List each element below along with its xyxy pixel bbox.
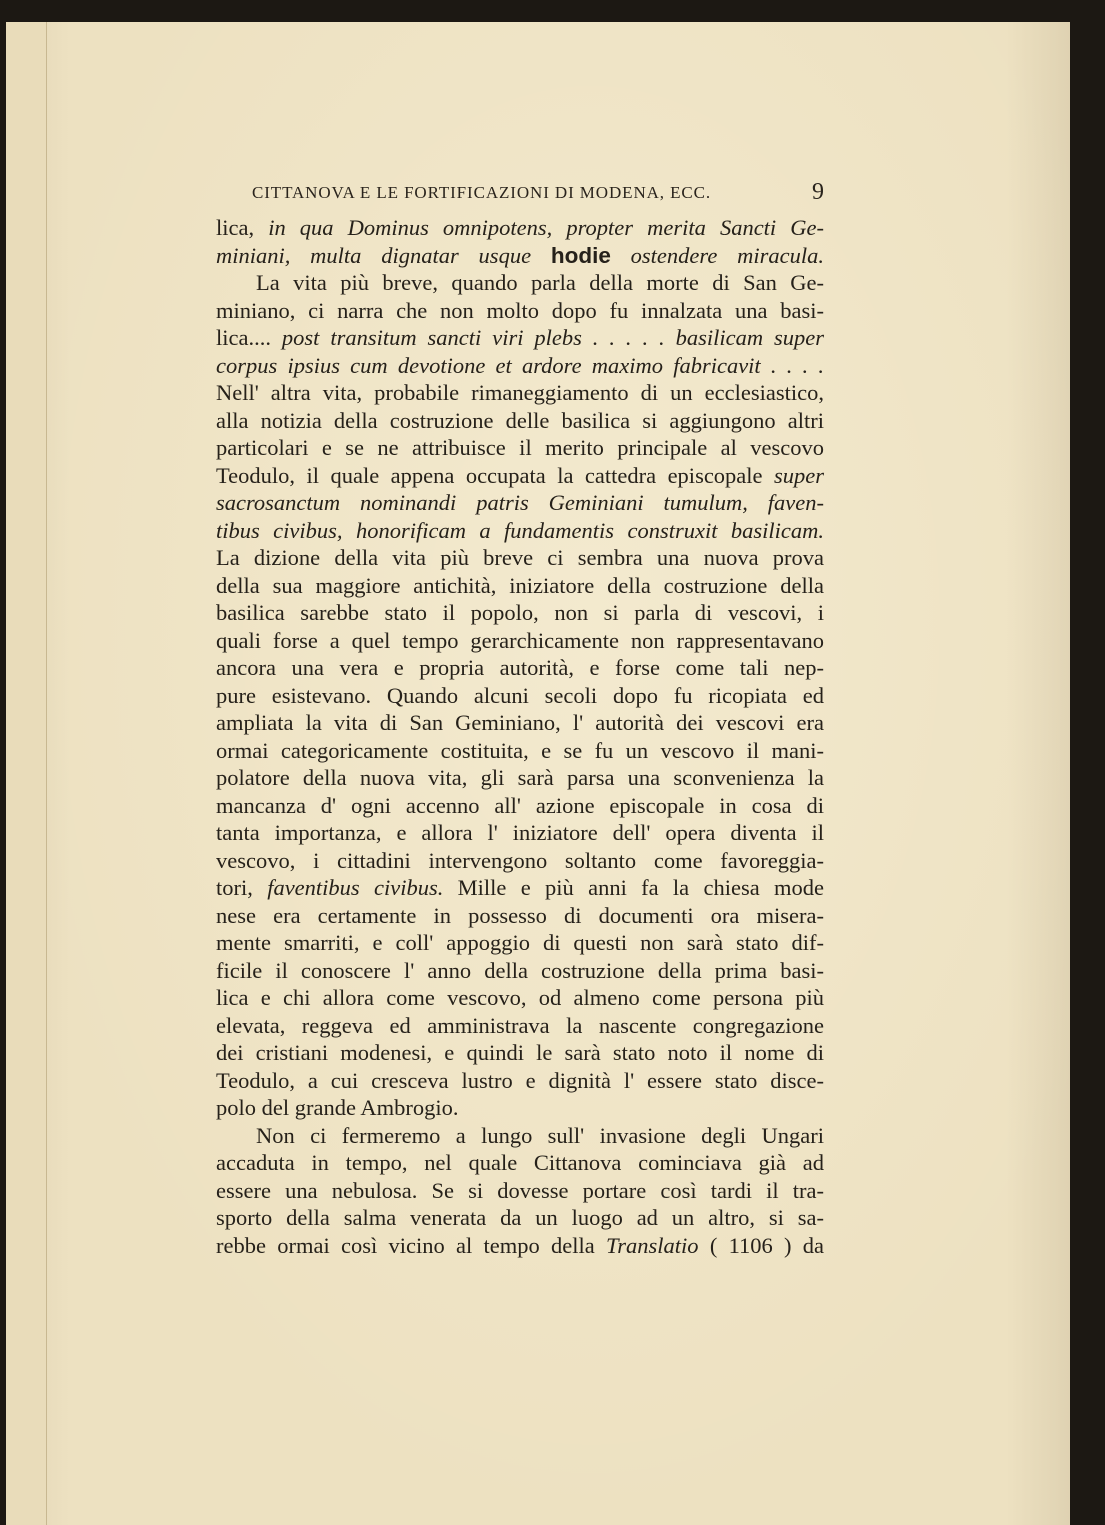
- text-line: rebbe ormai così vicino al tempo della Translatio ( 1106 ) da: [216, 1232, 824, 1258]
- text-line: tibus civibus, honorificam a fundamentis construxit basilicam.: [216, 517, 824, 543]
- text-line: polo del grande Ambrogio.: [216, 1095, 459, 1120]
- text-line: quali forse a quel tempo gerarchicamente non rappresentavano: [216, 627, 824, 653]
- text-line: elevata, reggeva ed amministrava la nascente congregazione: [216, 1012, 824, 1038]
- text-line: lica.... post transitum sancti viri plebs . . . . . basilicam super: [216, 325, 824, 350]
- text-line: ampliata la vita di San Geminiano, l' autorità dei vescovi era: [216, 710, 824, 735]
- text-line: nese era certamente in possesso di documenti ora misera-: [216, 902, 824, 928]
- text-line: Nell' altra vita, probabile rimaneggiamento di un ecclesiastico,: [216, 380, 824, 405]
- text-line: basilica sarebbe stato il popolo, non si parla di vescovi, i: [216, 600, 824, 625]
- text-line: Non ci fermeremo a lungo sull' invasione degli Ungari: [256, 1122, 824, 1148]
- text-line: tanta importanza, e allora l' iniziatore dell' opera diventa il: [216, 820, 824, 845]
- text-line: essere una nebulosa. Se si dovesse portare così tardi il tra-: [216, 1177, 824, 1203]
- text-line: Teodulo, il quale appena occupata la cattedra episcopale super: [216, 462, 824, 488]
- text-line: particolari e se ne attribuisce il merito principale al vescovo: [216, 435, 824, 460]
- text-line: dei cristiani modenesi, e quindi le sarà stato noto il nome di: [216, 1040, 824, 1065]
- text-line: vescovo, i cittadini intervengono soltanto come favoreggia-: [216, 847, 824, 873]
- running-head: CITTANOVA E LE FORTIFICAZIONI DI MODENA, ECC.: [252, 183, 712, 202]
- text-line: ficile il conoscere l' anno della costruzione della prima basi-: [216, 957, 824, 983]
- text-line: mente smarriti, e coll' appoggio di questi non sarà stato dif-: [216, 930, 824, 955]
- text-line: della sua maggiore antichità, iniziatore della costruzione della: [216, 572, 824, 598]
- text-line: alla notizia della costruzione delle basilica si aggiungono altri: [216, 407, 824, 433]
- text-line: mancanza d' ogni accenno all' azione episcopale in cosa di: [216, 792, 824, 818]
- page-header: [252, 179, 832, 209]
- body-text: [216, 214, 824, 1259]
- text-line: tori, faventibus civibus. Mille e più anni fa la chiesa mode: [216, 875, 824, 900]
- text-line: lica e chi allora come vescovo, od almeno come persona più: [216, 985, 824, 1010]
- text-line: sacrosanctum nominandi patris Geminiani tumulum, faven-: [216, 490, 824, 515]
- text-line: lica, in qua Dominus omnipotens, propter merita Sancti Ge-: [216, 215, 824, 240]
- text-line: ancora una vera e propria autorità, e forse come tali nep-: [216, 655, 824, 680]
- text-line: accaduta in tempo, nel quale Cittanova cominciava già ad: [216, 1150, 824, 1175]
- text-line: ormai categoricamente costituita, e se fu un vescovo il mani-: [216, 737, 824, 763]
- page-number: 9: [812, 179, 824, 205]
- text-line: La vita più breve, quando parla della morte di San Ge-: [256, 270, 824, 295]
- text-line: polatore della nuova vita, gli sarà parsa una sconvenienza la: [216, 765, 824, 790]
- text-line: miniani, multa dignatar usque hodie ostendere miracula.: [216, 242, 824, 268]
- text-line: pure esistevano. Quando alcuni secoli dopo fu ricopiata ed: [216, 682, 824, 708]
- text-line: Teodulo, a cui cresceva lustro e dignità l' essere stato disce-: [216, 1067, 824, 1093]
- text-line: sporto della salma venerata da un luogo ad un altro, si sa-: [216, 1205, 824, 1230]
- text-line: La dizione della vita più breve ci sembra una nuova prova: [216, 545, 824, 570]
- text-line: miniano, ci narra che non molto dopo fu innalzata una basi-: [216, 297, 824, 323]
- previous-page-edge: [6, 22, 47, 1525]
- text-line: corpus ipsius cum devotione et ardore maximo fabricavit . . . .: [216, 352, 824, 378]
